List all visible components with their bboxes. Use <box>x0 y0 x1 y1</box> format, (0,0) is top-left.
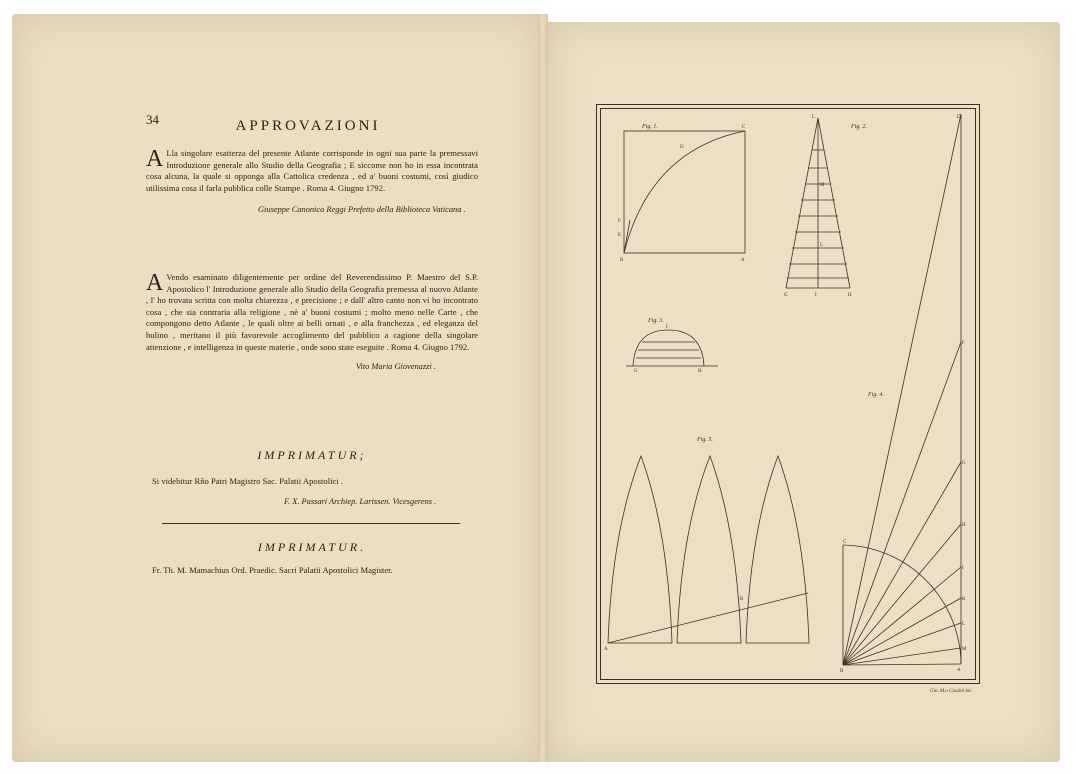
fig-4-point: B <box>840 669 844 674</box>
fig-4-point: K <box>962 597 966 602</box>
fig-2-point: L <box>820 243 824 248</box>
fig-4-point: I <box>962 566 964 571</box>
imprimatur-2-line: Fr. Th. M. Mamachius Ord. Praedic. Sacri Palatii Apostolici Magister. <box>152 565 393 575</box>
fig-4-point: A <box>957 668 961 673</box>
fig-4-label: Fig. 4. <box>868 392 884 398</box>
fig-2-point: L <box>812 115 816 120</box>
fig-4-point: L <box>962 622 966 627</box>
fig-5-label: Fig. 5. <box>697 437 713 443</box>
fig-1-point: E <box>618 233 622 238</box>
page-number: 34 <box>146 112 159 127</box>
fig-1-point: A <box>741 258 745 263</box>
fig-1-point: D <box>680 145 684 150</box>
figure-1 <box>624 131 745 253</box>
fig-3-point: G <box>634 369 638 374</box>
imprimatur-1-signature: F. X. Passari Archiep. Larissen. Vicesgerens . <box>284 497 437 506</box>
approval-1-initial: A <box>146 146 164 172</box>
fig-5-point: A <box>604 647 608 652</box>
imprimatur-1-line: Si videbitur Rño Patri Magistro Sac. Palatii Apostolici . <box>152 476 343 486</box>
fig-4-point: G <box>962 461 966 466</box>
fig-3-label: Fig. 3. <box>648 318 664 324</box>
page-heading: APPROVAZIONI <box>235 118 381 134</box>
fig-1-point: C <box>742 125 746 130</box>
approval-1-text: Lla singolare esatterza del presente Atlante corrisponde in ogni sua parte la premessavi Introduzione generale allo Studio della Geografia ; E siccome non ho in essa incontrata cosa alcuna, la quale si opponga alla Cattolica credenza , ed a' buoni costumi, così giudico utilissima cosa il farla pubblica colle Stampe . Roma 4. Giugno 1792. <box>146 148 478 193</box>
fig-4-point: M <box>962 647 967 652</box>
fig-4-point: F <box>962 341 965 346</box>
imprimatur-1-title: IMPRIMATUR; <box>257 448 367 462</box>
fig-1-label: Fig. 1. <box>642 124 658 130</box>
engraver-credit: Gio. M.o Cassini inc. <box>930 689 973 694</box>
fig-2-label: Fig. 2. <box>851 124 867 130</box>
fig-2-point: H <box>848 293 852 298</box>
fig-2-point: I <box>815 293 817 298</box>
fig-1-point: B <box>620 258 624 263</box>
figure-2 <box>786 118 850 288</box>
fig-4-point: H <box>962 523 966 528</box>
approval-2-text: Vendo esaminato diligentemente per ordine del Reverendissimo P. Maestro del S.P. Apostolico l' Introduzione generale allo Studio della Geografia premessa al nuovo Atlante , l' ho trovata scritta con molta chiarezza , e precisione ; e dall' altro canto non vi ho incontrato cosa , che sia contraria alla religione , nè a' buoni costumi ; molto meno nelle Carte , che compongono detto Atlante , le quali oltre ai belli ornati , e alla franchezza , ed eleganza del bulino , meritano il più favorevole accoglimento del pubblico a cagione della singolare attenzione , e intelligenza in queste materie , onde sono state eseguite . Roma 4. Giugno 1792. <box>146 272 478 352</box>
approval-2-initial: A <box>146 270 164 296</box>
approval-1-signature: Giuseppe Canonico Reggi Prefetto della Biblioteca Vaticana . <box>258 205 466 214</box>
fig-4-point: D <box>957 115 961 120</box>
fig-4-point: C <box>843 540 847 545</box>
fig-1-point: F <box>618 219 621 224</box>
fig-3-point: H <box>698 369 702 374</box>
imprimatur-2-title: IMPRIMATUR. <box>257 540 367 554</box>
approval-2-signature: Vito Maria Giovenazzi . <box>356 362 436 371</box>
fig-3-point: I <box>666 325 668 330</box>
figure-3 <box>626 330 718 366</box>
fig-2-point: M <box>820 183 825 188</box>
fig-5-point: B <box>740 597 744 602</box>
fig-2-point: G <box>784 293 788 298</box>
figure-4 <box>843 114 961 665</box>
figure-5 <box>608 456 809 643</box>
